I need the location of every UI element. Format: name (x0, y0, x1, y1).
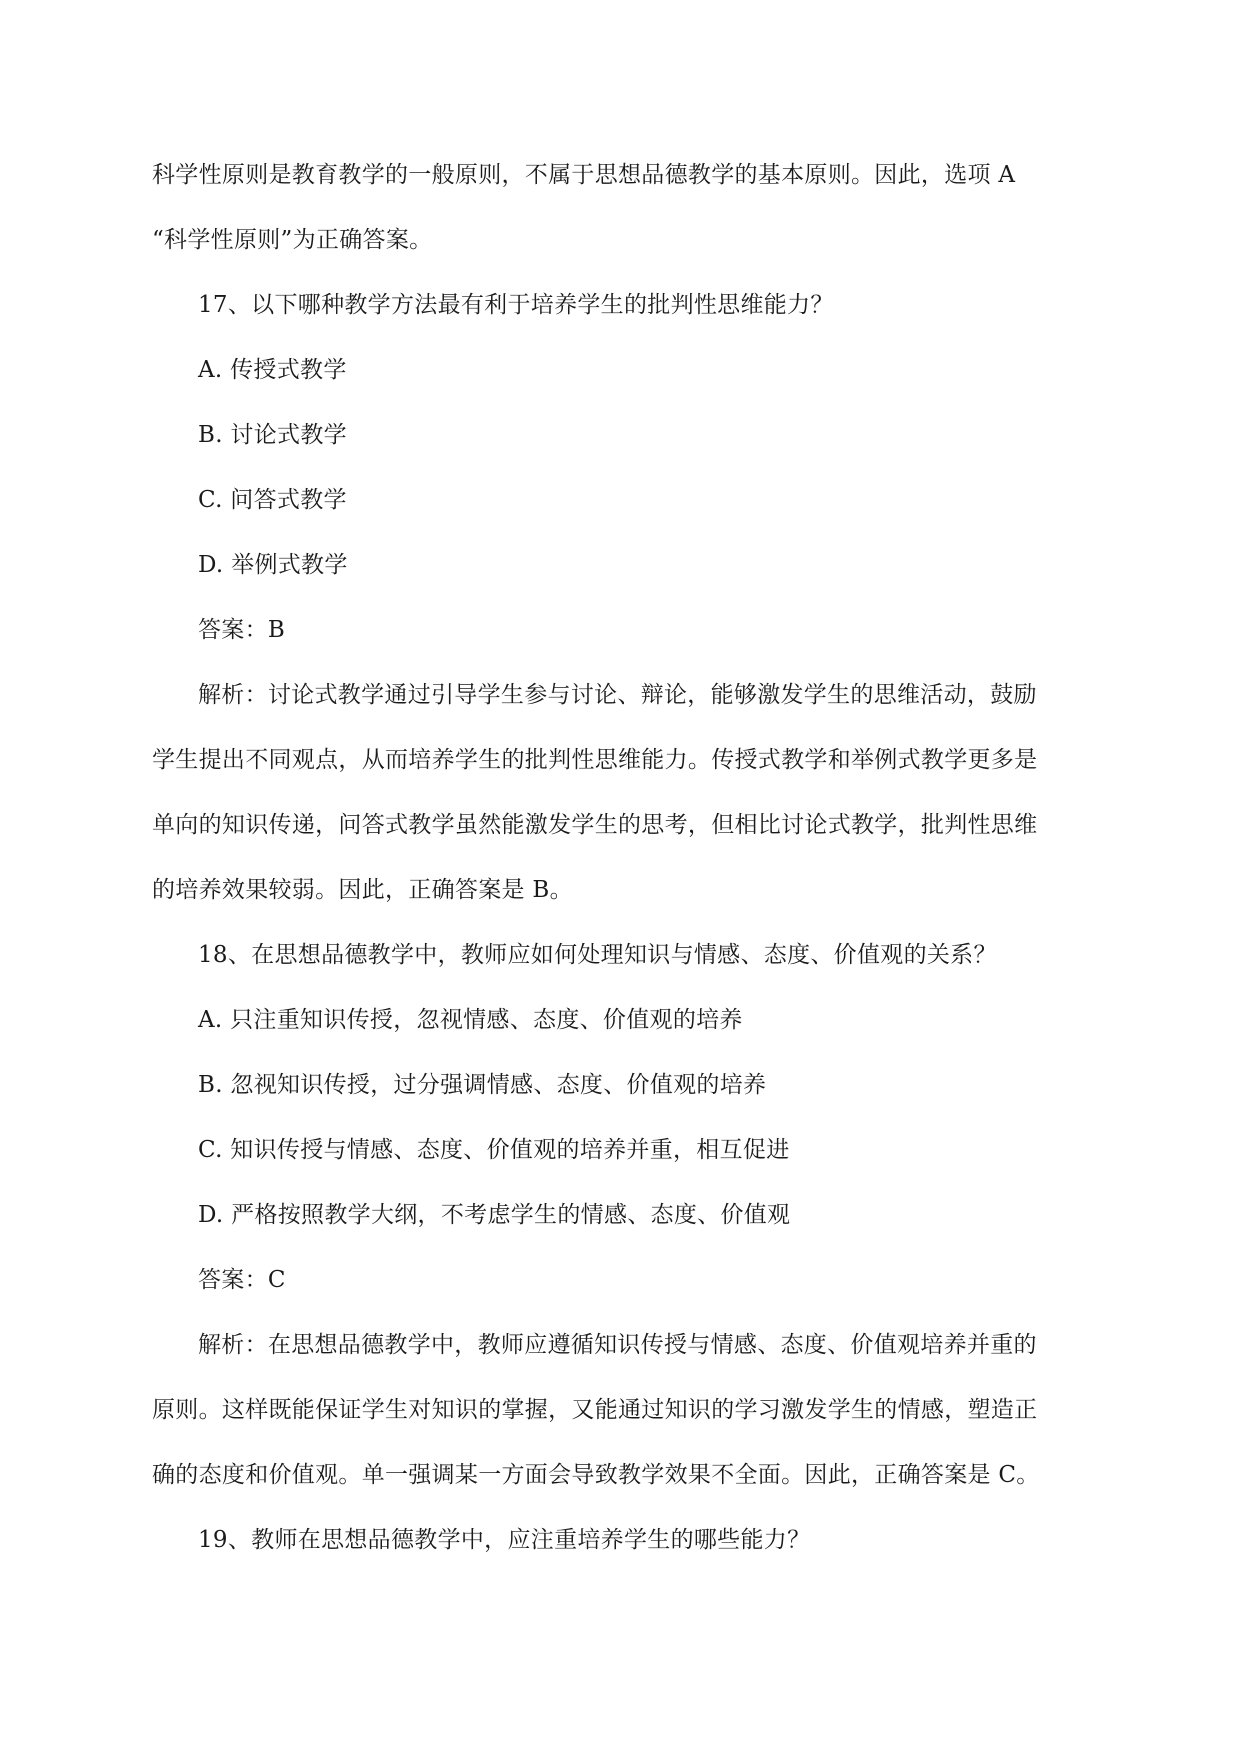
text-line: “科学性原则”为正确答案。 (152, 227, 433, 253)
document-body (152, 143, 1092, 1573)
text-line: 单向的知识传递，问答式教学虽然能激发学生的思考，但相比讨论式教学，批判性思维 (152, 812, 1038, 838)
text-line: 确的态度和价值观。单一强调某一方面会导致教学效果不全面。因此，正确答案是 C。 (152, 1462, 1040, 1488)
analysis-17 (152, 663, 1092, 923)
question-17: 17、以下哪种教学方法最有利于培养学生的批判性思维能力？ (198, 292, 834, 318)
text-line: 解析：在思想品德教学中，教师应遵循知识传授与情感、态度、价值观培养并重的 (198, 1332, 1037, 1358)
option-d: D. 严格按照教学大纲，不考虑学生的情感、态度、价值观 (198, 1202, 791, 1228)
analysis-paragraph (152, 143, 1092, 273)
option-a: A. 传授式教学 (198, 357, 347, 383)
text-line: 原则。这样既能保证学生对知识的掌握，又能通过知识的学习激发学生的情感，塑造正 (152, 1397, 1038, 1423)
text-line: 科学性原则是教育教学的一般原则，不属于思想品德教学的基本原则。因此，选项 A (152, 162, 1016, 188)
option-b: B. 忽视知识传授，过分强调情感、态度、价值观的培养 (198, 1072, 767, 1098)
option-b: B. 讨论式教学 (198, 422, 347, 448)
option-a: A. 只注重知识传授，忽视情感、态度、价值观的培养 (198, 1007, 743, 1033)
text-line: 解析：讨论式教学通过引导学生参与讨论、辩论，能够激发学生的思维活动，鼓励 (198, 682, 1037, 708)
text-line: 的培养效果较弱。因此，正确答案是 B。 (152, 877, 573, 903)
answer-18: 答案：C (198, 1267, 286, 1293)
text-line: 学生提出不同观点，从而培养学生的批判性思维能力。传授式教学和举例式教学更多是 (152, 747, 1038, 773)
question-19: 19、教师在思想品德教学中，应注重培养学生的哪些能力？ (198, 1527, 811, 1553)
analysis-18 (152, 1313, 1092, 1508)
option-c: C. 知识传授与情感、态度、价值观的培养并重，相互促进 (198, 1137, 790, 1163)
option-d: D. 举例式教学 (198, 552, 348, 578)
option-c: C. 问答式教学 (198, 487, 347, 513)
answer-17: 答案：B (198, 617, 286, 643)
question-18: 18、在思想品德教学中，教师应如何处理知识与情感、态度、价值观的关系？ (198, 942, 997, 968)
